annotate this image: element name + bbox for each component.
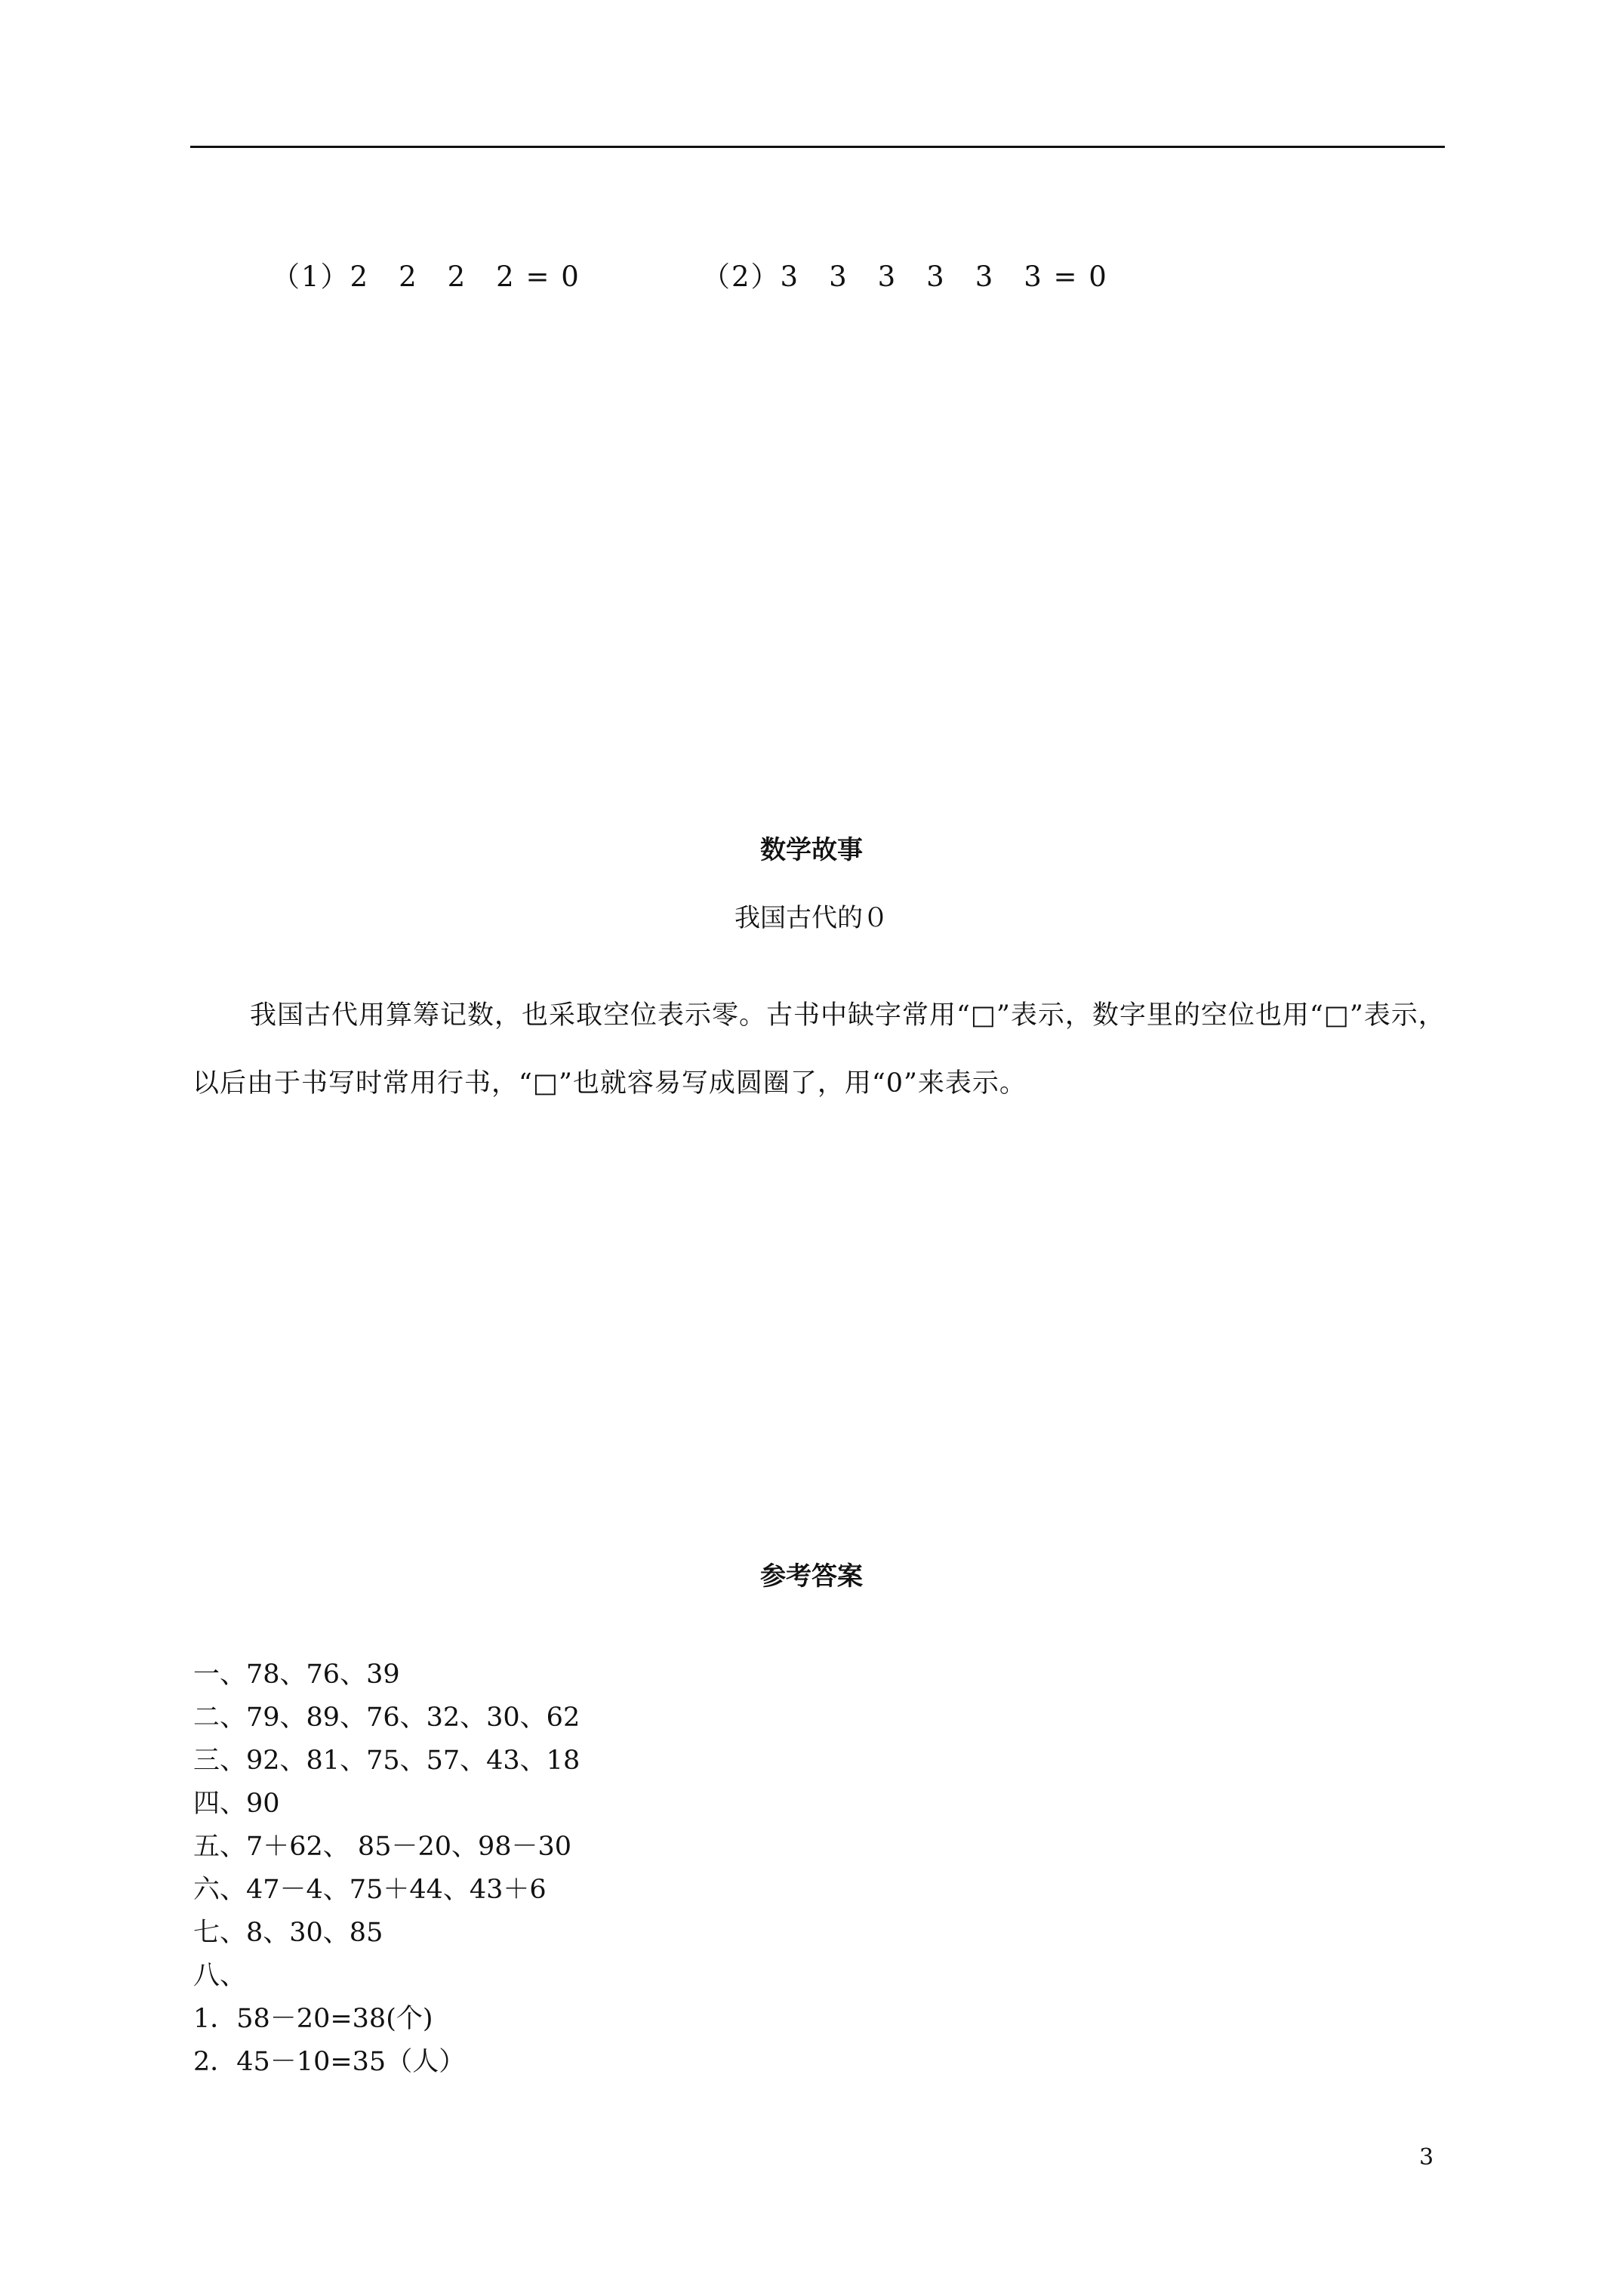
exercise-item-1: （1）2 2 2 2 = 0: [272, 260, 581, 293]
answer-line: 八、: [193, 1961, 247, 1991]
answer-line: 二、79、89、76、32、30、62: [193, 1703, 581, 1733]
story-subtitle: 我国古代的０: [735, 903, 888, 933]
answer-line: 三、92、81、75、57、43、18: [193, 1746, 581, 1776]
answers-heading: 参考答案: [760, 1561, 863, 1592]
answer-line: 1．58－20=38(个): [193, 2004, 433, 2034]
story-heading: 数学故事: [760, 835, 863, 865]
answer-line: 2．45－10=35（人）: [193, 2047, 466, 2077]
story-paragraph: 我国古代用算筹记数，也采取空位表示零。古书中缺字常用“□”表示，数字里的空位也用“□”表示，以后由于书写时常用行书，“□”也就容易写成圆圈了，用“0”来表示。: [192, 1000, 1446, 1099]
answer-line: 七、8、30、85: [193, 1918, 383, 1948]
answer-line: 四、90: [193, 1789, 280, 1819]
answer-line: 一、78、76、39: [193, 1660, 400, 1690]
answer-line: 六、47－4、75＋44、43＋6: [193, 1875, 547, 1905]
page-number: 3: [1419, 2144, 1434, 2171]
answer-line: 五、7＋62、 85－20、98－30: [193, 1832, 572, 1862]
header-rule: [190, 146, 1445, 148]
answer-list: [193, 1653, 580, 2084]
exercise-item-2: （2）3 3 3 3 3 3 = 0: [702, 260, 1108, 293]
